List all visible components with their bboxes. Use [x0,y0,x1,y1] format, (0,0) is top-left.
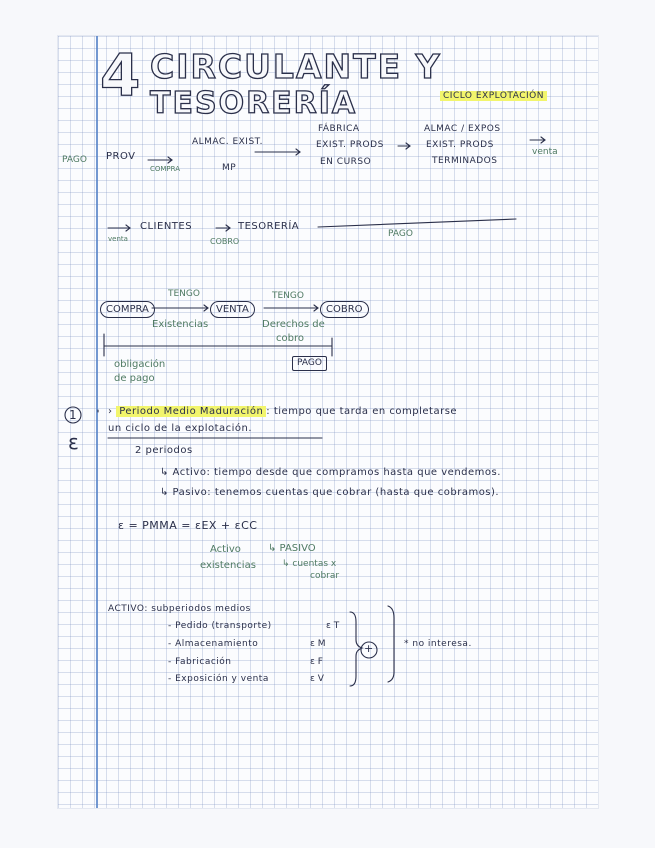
plus-sign: + [364,642,374,655]
subperiod-almacenamiento: - Almacenamiento [168,639,259,649]
venta-label-1: venta [532,147,558,157]
subperiods-header: ACTIVO: subperiodos medios [108,604,251,614]
epsilon-margin: ε [68,430,79,454]
subperiod-exposicion: - Exposición y venta [168,674,269,684]
venta-box: VENTA [210,301,255,318]
symbol-ev: ε V [310,674,324,684]
pasivo-definition: ↳ Pasivo: tenemos cuentas que cobrar (hasta que cobramos). [160,487,500,498]
mp-label: MP [222,163,237,173]
prov-label: PROV [106,151,136,162]
pmma-formula: ε = PMMA = εEX + εCC [118,519,258,532]
compra-box: COMPRA [100,301,155,318]
symbol-et: ε T [326,621,340,631]
two-periods: 2 periodos [135,445,193,456]
tengo-label-2: TENGO [272,291,304,301]
pago-box: PAGO [292,356,327,371]
subperiods-brace-right [388,606,394,682]
pmm-definition-line1: › Periodo Medio Maduración : tiempo que tarda en completarse [108,406,458,417]
activo-label: Activo [210,544,241,555]
cuentas-label-2: cobrar [310,571,340,581]
symbol-em: ε M [310,639,326,649]
obligacion-label-1: obligación [114,359,166,370]
pago-left: PAGO [62,155,87,165]
existencias-formula-label: existencias [200,560,256,571]
almac-exist-label: ALMAC. EXIST. [192,137,263,147]
circle-number: 1 [69,408,77,422]
compra-label: COMPRA [150,165,181,173]
derechos-label-1: Derechos de [262,319,325,330]
almac-expos-label: ALMAC / EXPOS [424,124,501,134]
cuentas-label-1: ↳ cuentas x [282,559,337,569]
no-interesa-note: * no interesa. [404,639,472,649]
cobro-label: COBRO [210,237,240,246]
derechos-label-2: cobro [276,333,304,344]
section-circle [65,407,81,423]
obligacion-label-2: de pago [114,373,155,384]
tesoreria-label: TESORERÍA [238,221,300,232]
exist-prods2-label: EXIST. PRODS [426,140,494,150]
subperiods-brace-left [350,612,362,686]
plus-circle [361,642,377,658]
pago-label: PAGO [388,229,413,239]
symbol-ef: ε F [310,657,323,667]
exist-prods-label: EXIST. PRODS [316,140,384,150]
pasivo-label: ↳ PASIVO [268,543,316,554]
subperiod-pedido: - Pedido (transporte) [168,621,272,631]
tengo-label-1: TENGO [168,289,200,299]
venta-label-2: venta [108,235,128,243]
pmm-definition-line2: un ciclo de la explotación. [108,423,253,434]
subperiod-fabricacion: - Fabricación [168,657,232,667]
terminados-label: TERMINADOS [432,156,498,166]
title-line1: CIRCULANTE Y [150,47,442,86]
en-curso-label: EN CURSO [320,157,372,167]
title-line2: TESORERÍA [150,86,358,121]
chapter-number: 4 [100,41,143,109]
header-tag: CICLO EXPLOTACIÓN [440,92,547,101]
existencias-label: Existencias [152,319,209,330]
activo-definition: ↳ Activo: tiempo desde que compramos hasta que vendemos. [160,467,501,478]
cobro-box: COBRO [320,301,369,318]
pago-line [318,219,516,227]
fabrica-label: FÁBRICA [318,124,360,134]
clientes-label: CLIENTES [140,221,193,232]
